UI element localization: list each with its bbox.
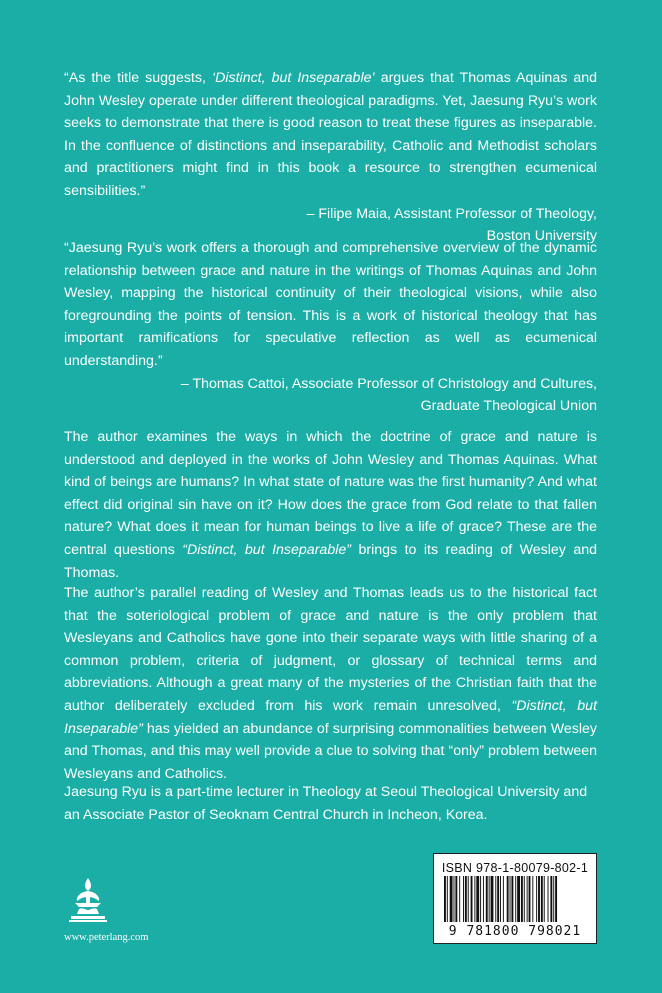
barcode-digits: 9 781800 798021 <box>448 924 582 939</box>
barcode-bars <box>442 876 588 922</box>
author-bio: Jaesung Ryu is a part-time lecturer in Theology at Seoul Theological University and an Associate Pastor of Seoknam Central Church in Incheon, Korea. <box>64 784 588 823</box>
endorsement-attribution: – Filipe Maia, Assistant Professor of Theology, Boston University <box>306 205 597 245</box>
description-paragraph-2: The author’s parallel reading of Wesley and Thomas leads us to the historical fact that the soteriological problem of grace and nature is the only problem that Wesleyans and Catholics have gone into their separate ways with little sharing of a common problem, criteria of judgment, or glossary of technical terms and abbreviations. Although a great many of the mysteries of the Christian faith that the author deliberately excluded from his work remain unresolved, “Distinct, but Inseparable” has yielded an abundance of surprising commonalities between Wesley and Thomas, and this may well provide a clue to solving that “only” problem between Wesleyans and Catholics. <box>64 585 598 782</box>
isbn-label: ISBN 978-1-80079-802-1 <box>441 861 589 875</box>
peter-lang-fountain-logo-icon <box>66 876 110 924</box>
publisher-url[interactable]: www.peterlang.com <box>64 932 149 943</box>
endorsement-attribution: – Thomas Cattoi, Associate Professor of Christology and Cultures, Graduate Theological Union <box>180 375 597 415</box>
endorsement-2 <box>64 237 597 418</box>
endorsement-quote: “As the title suggests, ‘Distinct, but Inseparable’ argues that Thomas Aquinas and John Wesley operate under different theological paradigms. Yet, Jaesung Ryu’s work seeks to demonstrate that there is good reason to treat these figures as inseparable. In the confluence of distinctions and inseparability, Catholic and Methodist scholars and practitioners might find in this book a resource to strengthen ecumenical sensibilities.” <box>64 70 598 199</box>
description-paragraph-1: The author examines the ways in which the doctrine of grace and nature is understood and deployed in the works of John Wesley and Thomas Aquinas. What kind of beings are humans? In what state of nature was the first humanity? And what effect did original sin have on it? How does the grace from God relate to that fallen nature? What does it mean for human beings to live a life of grace? These are the central questions “Distinct, but Inseparable” brings to its reading of Wesley and Thomas. <box>64 429 598 581</box>
isbn-barcode <box>433 853 597 944</box>
endorsement-quote: “Jaesung Ryu’s work offers a thorough and comprehensive overview of the dynamic relationship between grace and nature in the writings of Thomas Aquinas and John Wesley, mapping the historical continuity of their theological visions, while also foregrounding the points of tension. This is a work of historical theology that has important ramifications for speculative reflection as well as ecumenical understanding.” <box>64 240 597 369</box>
endorsement-1 <box>64 67 597 248</box>
book-title-italic: “Distinct, but Inseparable” <box>182 541 351 558</box>
book-title-italic: ‘Distinct, but Inseparable’ <box>211 70 375 86</box>
book-title-italic: “Distinct, but Inseparable” <box>64 697 598 737</box>
publisher-logo <box>58 876 168 924</box>
